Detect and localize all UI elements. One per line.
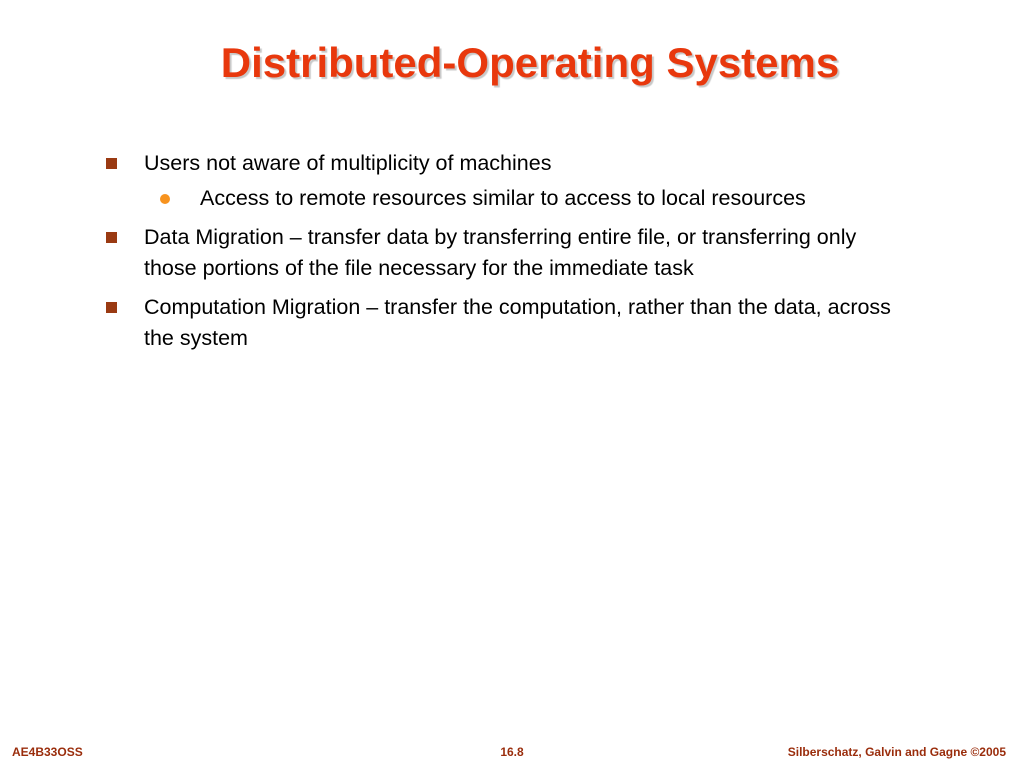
sub-bullet-list [144,183,906,214]
bullet-item [106,292,906,354]
footer-copyright: Silberschatz, Galvin and Gagne ©2005 [787,745,1006,759]
round-bullet-icon [160,194,170,204]
sub-bullet-text: Access to remote resources similar to access to local resources [200,186,806,210]
footer-course-code: AE4B33OSS [12,745,83,759]
sub-bullet-item [144,183,906,214]
bullet-item [106,222,906,284]
square-bullet-icon [106,232,117,243]
bullet-text: Computation Migration – transfer the computation, rather than the data, across the system [144,295,891,350]
footer-page-number: 16.8 [500,745,524,759]
bullet-text: Data Migration – transfer data by transferring entire file, or transferring only those portions of the file necessary for the immediate task [144,225,857,280]
bullet-list [106,148,906,362]
bullet-item [106,148,906,214]
slide-title: Distributed-Operating Systems [220,39,840,86]
square-bullet-icon [106,302,117,313]
square-bullet-icon [106,158,117,169]
bullet-text: Users not aware of multiplicity of machines [144,151,552,175]
